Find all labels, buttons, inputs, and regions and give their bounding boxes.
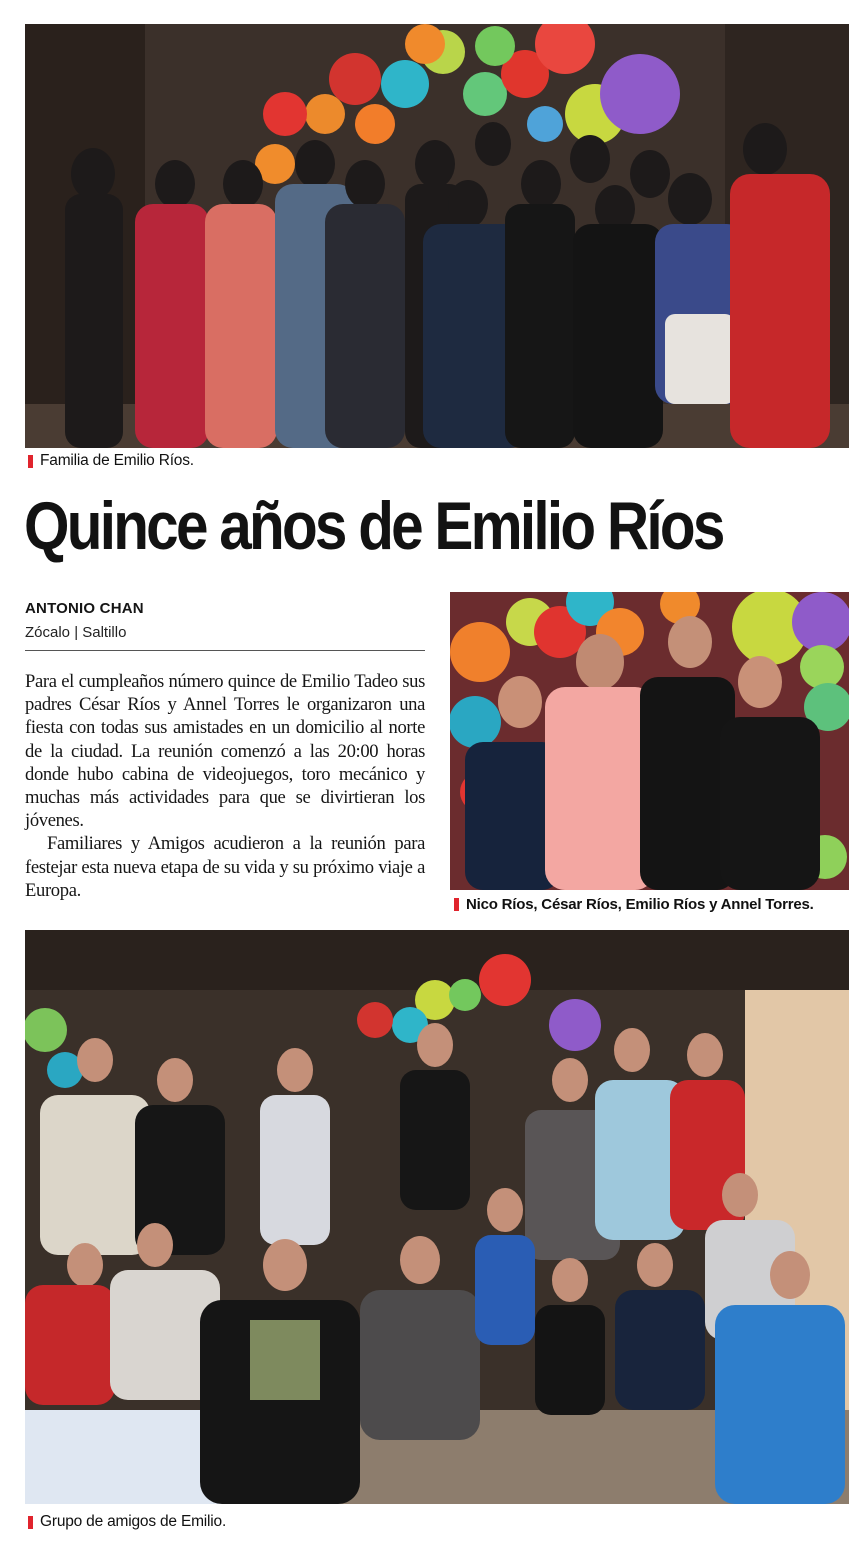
friends-photo-caption [28, 1513, 226, 1531]
family-photo [25, 24, 849, 448]
parents-caption-text: Nico Ríos, César Ríos, Emilio Ríos y Annel Torres. [466, 896, 814, 913]
caption-marker [28, 1516, 33, 1529]
caption-marker [28, 455, 33, 468]
article-paragraph: Familiares y Amigos acudieron a la reunión para festejar esta nueva etapa de su vida y su próximo viaje a Europa. [25, 833, 425, 901]
parents-photo-caption [454, 896, 814, 913]
author-name: ANTONIO CHAN [25, 600, 144, 617]
author-outlet: Zócalo | Saltillo [25, 624, 127, 641]
byline-divider [25, 650, 425, 651]
article-headline: Quince años de Emilio Ríos [24, 488, 723, 564]
caption-marker [454, 898, 459, 911]
family-caption-text: Familia de Emilio Ríos. [40, 452, 194, 469]
parents-photo [450, 592, 849, 890]
article-body [25, 670, 425, 902]
friends-caption-text: Grupo de amigos de Emilio. [40, 1513, 227, 1530]
family-photo-caption [28, 452, 194, 470]
friends-photo [25, 930, 849, 1504]
article-paragraph: Para el cumpleaños número quince de Emilio Tadeo sus padres César Ríos y Annel Torres le organizaron una fiesta con todas sus amistades en un domicilio al norte de la ciudad. La reunión comenzó a las 20:00 horas donde hubo cabina de videojuegos, toro mecánico y muchas más actividades para que se divirtieran los jóvenes. [25, 671, 425, 832]
